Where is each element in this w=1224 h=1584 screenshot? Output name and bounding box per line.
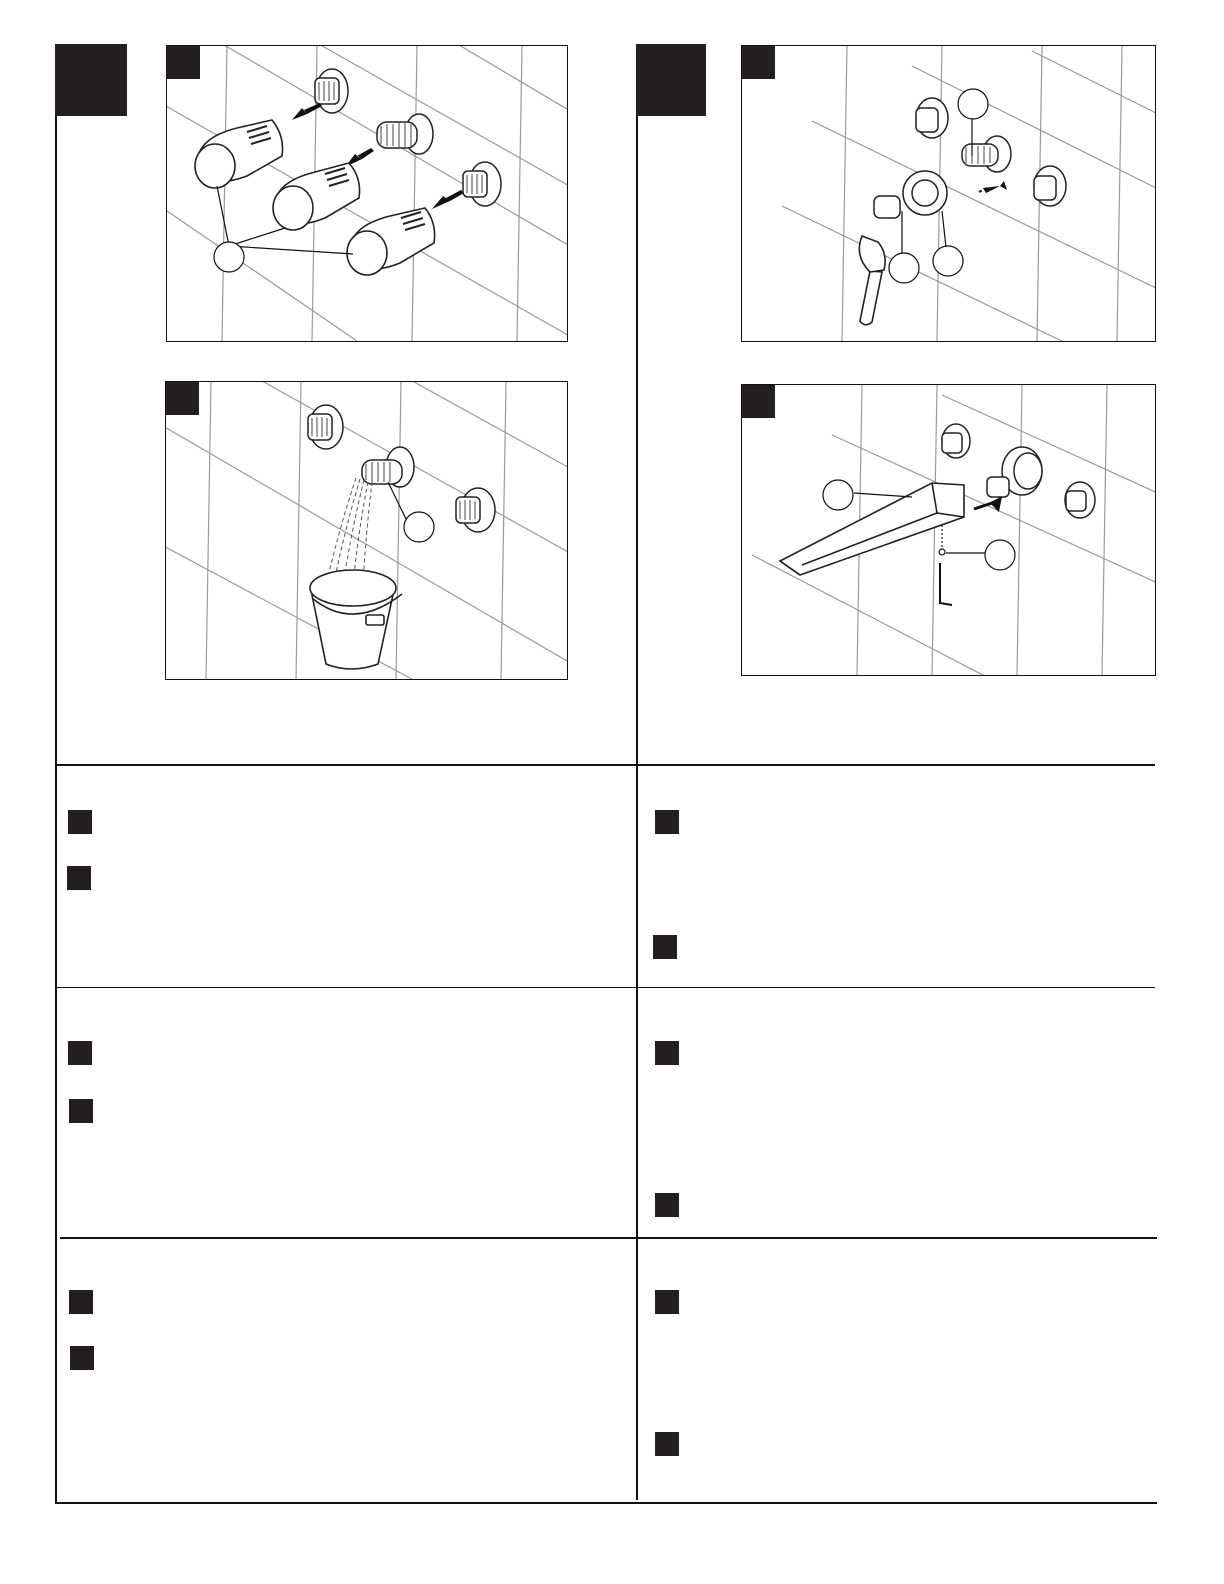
- left-frame-rule: [55, 44, 57, 1504]
- figure-remove-caps: [166, 45, 568, 342]
- bullet-marker: [68, 810, 92, 834]
- tile-grid: [167, 46, 567, 341]
- install-spout-illustration: [742, 385, 1155, 675]
- center-frame-rule: [636, 100, 638, 1500]
- bullet-marker: [655, 1193, 679, 1217]
- install-fittings-illustration: [742, 46, 1155, 341]
- bottom-frame-rule: [55, 1502, 1157, 1504]
- flush-bucket-illustration: [166, 382, 567, 679]
- bullet-marker: [655, 1290, 679, 1314]
- bullet-marker: [69, 1290, 93, 1314]
- instructions-rule-2: [55, 987, 1155, 988]
- figure-install-fittings: [741, 45, 1156, 342]
- bullet-marker: [655, 1432, 679, 1456]
- callout-circle: [404, 512, 434, 542]
- remove-caps-illustration: [167, 46, 567, 341]
- figure-install-spout: [741, 384, 1156, 676]
- bullet-marker: [653, 935, 677, 959]
- bullet-marker: [655, 810, 679, 834]
- bullet-marker: [70, 1346, 94, 1370]
- figure-flush-bucket: [165, 381, 568, 680]
- instructions-top-rule: [55, 764, 1155, 766]
- step-number-block-right: [636, 44, 706, 116]
- instructions-rule-3: [60, 1237, 1157, 1239]
- step-number-block-left: [55, 44, 127, 116]
- bullet-marker: [655, 1041, 679, 1065]
- bullet-marker: [67, 866, 91, 890]
- bullet-marker: [69, 1099, 93, 1123]
- callout-circle: [214, 242, 244, 272]
- bullet-marker: [68, 1041, 92, 1065]
